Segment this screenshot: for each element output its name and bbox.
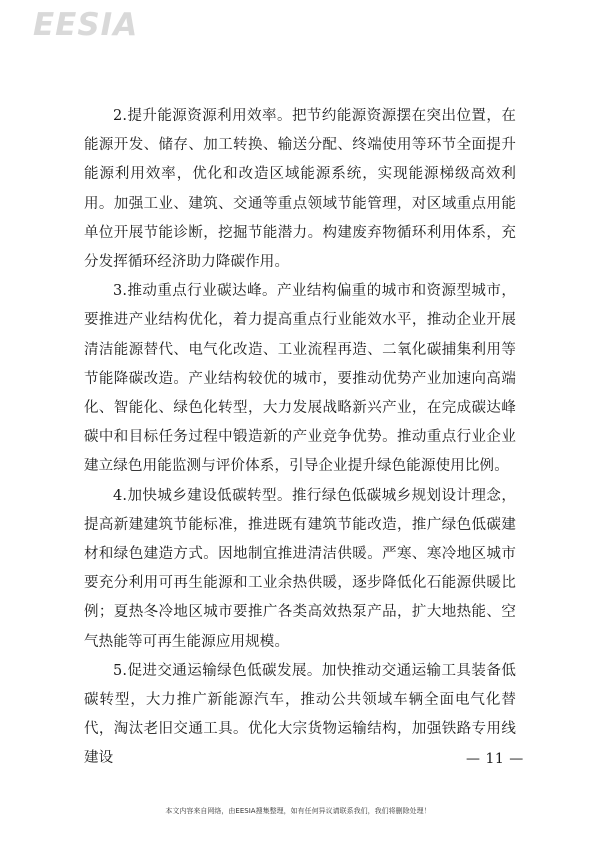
footer-disclaimer: 本文内容来自网络，由EESIA搜集整理，如有任何异议请联系我们，我们将删除处理！ [165, 807, 431, 815]
paragraph-industry-carbon-peak: 3.推动重点行业碳达峰。产业结构偏重的城市和资源型城市，要推进产业结构优化，着力提高重点行业能效水平，推动企业开展清洁能源替代、电气化改造、工业流程再造、二氧化碳捕集利用等节能降碳改造。产业结构较优的城市，要推动优势产业加速向高端化、智能化、绿色化转型，大力发展战略新兴产业，在完成碳达峰碳中和目标任务过程中锻造新的产业竞争优势。推动重点行业企业建立绿色用能监测与评价体系，引导企业提升绿色能源使用比例。 [84, 283, 516, 475]
paragraph-energy-efficiency: 2.提升能源资源利用效率。把节约能源资源摆在突出位置，在能源开发、储存、加工转换、输送分配、终端使用等环节全面提升能源利用效率，优化和改造区域能源系统，实现能源梯级高效利用。加强工业、建筑、交通等重点领域节能管理，对区域重点用能单位开展节能诊断，挖掘节能潜力。构建废弃物循环利用体系，充分发挥循环经济助力降碳作用。 [84, 108, 516, 271]
page-number: — 11 — [466, 751, 524, 767]
paragraph-transportation: 5.促进交通运输绿色低碳发展。加快推动交通运输工具装备低碳转型，大力推广新能源汽车，推动公共领域车辆全面电气化替代，淘汰老旧交通工具。优化大宗货物运输结构，加强铁路专用线建设 [84, 662, 516, 767]
document-body [84, 102, 516, 774]
eesia-logo: EESIA [33, 7, 139, 43]
paragraph-urban-rural-construction: 4.加快城乡建设低碳转型。推行绿色低碳城乡规划设计理念，提高新建建筑节能标准，推进既有建筑节能改造，推广绿色低碳建材和绿色建造方式。因地制宜推进清洁供暖。严寒、寒冷地区城市要充分利用可再生能源和工业余热供暖，逐步降低化石能源供暖比例；夏热冬冷地区城市要推广各类高效热泵产品，扩大地热能、空气热能等可再生能源应用规模。 [84, 487, 516, 650]
